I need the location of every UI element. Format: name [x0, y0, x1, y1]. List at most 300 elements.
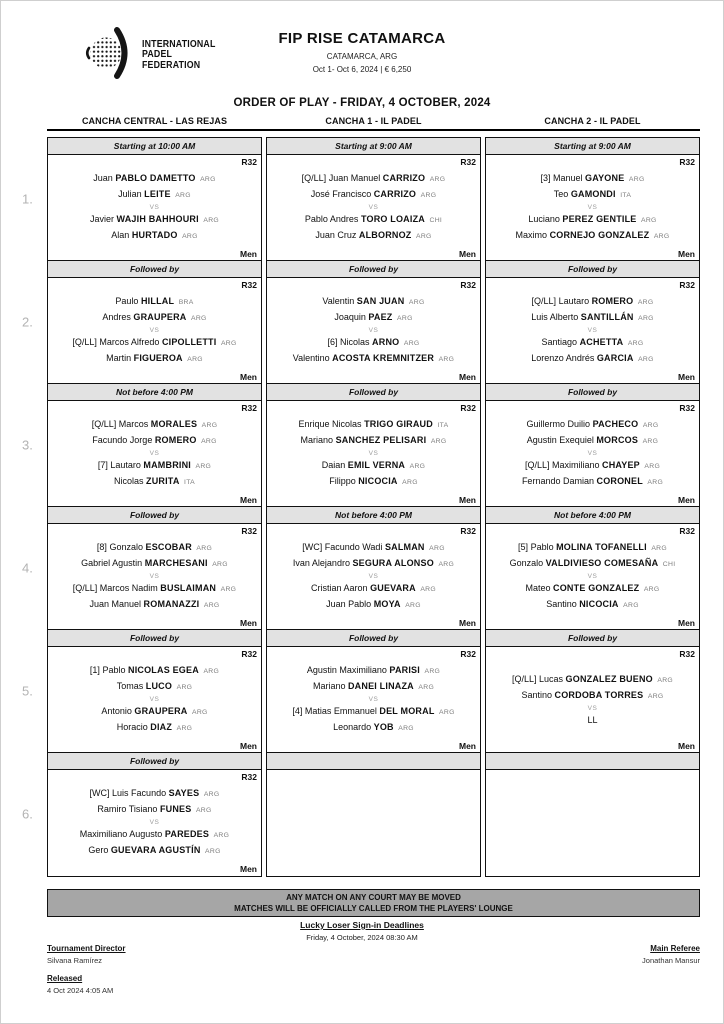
player-first-name: Enrique Nicolas [298, 418, 362, 429]
country-code: ARG [647, 693, 664, 701]
player-first-name: Juan Cruz [315, 230, 357, 240]
seed-prefix: [Q/LL] [91, 418, 117, 429]
player-line [52, 581, 257, 598]
player-surname: ACOSTA KREMNITZER [332, 353, 435, 363]
player-line [52, 663, 257, 680]
country-code: CHI [662, 561, 676, 568]
country-code: ARG [408, 298, 425, 306]
country-code: ARG [176, 684, 193, 691]
country-code: ARG [191, 315, 207, 322]
match-box [47, 523, 262, 631]
player-first-name: Santino [546, 599, 577, 609]
teams-block [490, 659, 695, 741]
vs-label: VS [149, 695, 160, 703]
released-value: 4 Oct 2024 4:05 AM [47, 986, 114, 995]
country-code: ARG [627, 339, 644, 347]
player-first-name: Luis Alberto [531, 312, 579, 322]
player-surname: MOYA [373, 599, 401, 609]
tournament-location: CATAMARCA, ARG [326, 52, 398, 61]
player-first-name: Mariano [312, 681, 346, 691]
player-surname: SAN JUAN [356, 295, 405, 306]
player-first-name: Facundo Wadi [324, 541, 383, 552]
player-first-name: Gonzalo [109, 541, 143, 552]
signature-right [642, 944, 700, 965]
court-cell [47, 383, 262, 508]
gender-label: Men [459, 494, 476, 505]
round-label: R32 [241, 525, 257, 536]
player-surname: SANTILLÁN [580, 312, 634, 322]
player-line [271, 212, 476, 229]
player-first-name: Valentino [292, 353, 330, 363]
gender-label: Men [240, 617, 257, 628]
player-line [271, 294, 476, 311]
country-code: ARG [403, 339, 420, 347]
country-code: ARG [429, 544, 445, 552]
player-first-name: Juan Pablo [326, 599, 372, 609]
main-referee-label: Main Referee [650, 944, 700, 953]
court-cell [485, 752, 700, 877]
match-box [47, 400, 262, 508]
player-line [271, 556, 476, 573]
round-label: R32 [679, 279, 695, 290]
teams-block [52, 290, 257, 372]
player-line [490, 540, 695, 557]
court-cell [266, 752, 481, 877]
player-line [490, 458, 695, 475]
seed-prefix: [WC] [89, 787, 110, 798]
court-cell [485, 260, 700, 385]
country-code: ARG [416, 233, 432, 240]
player-surname: SANCHEZ PELISARI [335, 435, 427, 445]
country-code: ARG [192, 708, 208, 716]
player-surname: LEITE [144, 189, 171, 199]
country-code: ARG [405, 602, 421, 609]
player-first-name: Ivan Alejandro [292, 558, 350, 568]
player-line [52, 720, 257, 737]
player-first-name: Luis Facundo [112, 787, 167, 798]
country-code: ARG [187, 356, 203, 363]
seed-prefix: [Q/LL] [72, 336, 97, 347]
player-line [271, 458, 476, 475]
signature-left [47, 944, 126, 995]
player-surname: HURTADO [131, 230, 178, 240]
court-header-central: CANCHA CENTRAL - LAS REJAS [81, 116, 228, 126]
player-surname: VALDIVIESO COMESAÑA [545, 558, 659, 568]
player-line [52, 704, 257, 721]
round-label: R32 [679, 402, 695, 413]
player-line [271, 679, 476, 696]
player-line [490, 713, 695, 728]
match-row [22, 260, 700, 385]
player-first-name: Lucas [539, 673, 564, 684]
player-first-name: Luciano [528, 213, 560, 224]
player-first-name: Tomas [116, 681, 144, 691]
player-first-name: Paulo [115, 295, 139, 306]
player-first-name: Valentin [322, 295, 355, 306]
order-grid [22, 137, 700, 877]
gender-label: Men [459, 740, 476, 751]
player-line [271, 720, 476, 737]
teams-block [271, 167, 476, 249]
country-code: ARG [438, 561, 455, 568]
player-first-name: Juan [93, 172, 113, 183]
player-surname: CORONEL [596, 476, 643, 486]
player-surname: ROMERO [591, 295, 634, 306]
player-surname: SAYES [168, 787, 200, 798]
player-surname: ARNO [372, 336, 400, 347]
country-code: ARG [175, 192, 191, 199]
player-surname: GARCIA [596, 353, 634, 363]
player-first-name: Agustin Maximiliano [306, 664, 387, 675]
player-first-name: Teo [553, 189, 569, 199]
player-line [52, 597, 257, 614]
player-surname: PARISI [389, 664, 420, 675]
gender-label: Men [459, 371, 476, 382]
court-cell [47, 260, 262, 385]
player-surname: YOB [373, 722, 394, 732]
tournament-director-name: Silvana Ramírez [47, 956, 103, 965]
player-line [52, 212, 257, 229]
country-code: ARG [213, 831, 230, 839]
player-first-name: Agustin Exequiel [526, 435, 594, 445]
court-cell [266, 506, 481, 631]
seed-prefix: [4] [292, 705, 303, 716]
logo-line-2: PADEL [142, 49, 173, 61]
main-referee-name: Jonathan Mansur [642, 956, 700, 965]
teams-block [52, 536, 257, 618]
player-first-name: Facundo Jorge [92, 435, 153, 445]
player-surname: ACHETTA [579, 336, 624, 347]
player-surname: ZURITA [146, 476, 180, 486]
country-code: ARG [439, 708, 455, 716]
match-box [485, 277, 700, 385]
player-surname: GUEVARA [370, 582, 416, 593]
country-code: ARG [641, 216, 657, 224]
player-surname: HILLAL [140, 295, 175, 306]
schedule-bar: Followed by [47, 629, 262, 647]
player-surname: PABLO DAMETTO [115, 172, 196, 183]
player-surname: CORDOBA TORRES [554, 690, 644, 701]
match-box [47, 769, 262, 877]
country-code: ARG [220, 585, 237, 593]
seed-prefix: [Q/LL] [511, 673, 537, 684]
schedule-bar: Not before 4:00 PM [485, 506, 700, 524]
seed-prefix: [8] [96, 541, 107, 552]
player-line [52, 335, 257, 352]
country-code: ARG [176, 725, 193, 732]
country-code: ARG [196, 544, 213, 552]
court-cell [485, 137, 700, 262]
schedule-bar: Starting at 9:00 AM [266, 137, 481, 155]
country-code: ARG [203, 602, 220, 609]
gender-label: Men [240, 740, 257, 751]
player-first-name: Andres [102, 312, 131, 322]
country-code: ARG [657, 676, 674, 684]
order-of-play-title: ORDER OF PLAY - FRIDAY, 4 OCTOBER, 2024 [233, 97, 491, 109]
player-surname: MORALES [150, 418, 198, 429]
player-surname: TRIGO GIRAUD [364, 418, 433, 429]
player-line [490, 672, 695, 689]
schedule-bar: Followed by [485, 383, 700, 401]
player-first-name: Mateo [525, 582, 551, 593]
player-surname: MARCHESANI [144, 558, 208, 568]
player-surname: MORCOS [596, 435, 639, 445]
match-row [22, 383, 700, 508]
player-line [52, 294, 257, 311]
country-code: BRA [178, 298, 194, 306]
schedule-bar: Followed by [47, 260, 262, 278]
country-code: ARG [420, 192, 437, 199]
player-line [52, 827, 257, 844]
notice-banner [47, 889, 700, 917]
player-placeholder: LL [587, 714, 598, 725]
player-line [52, 310, 257, 327]
player-line [271, 474, 476, 491]
player-line [271, 433, 476, 450]
country-code: ARG [397, 315, 413, 322]
schedule-bar: Starting at 9:00 AM [485, 137, 700, 155]
empty-match-box [266, 769, 481, 877]
country-code: ARG [201, 421, 218, 429]
player-surname: TORO LOAIZA [360, 213, 425, 224]
player-line [52, 474, 257, 491]
country-code: ARG [438, 356, 455, 363]
lucky-loser-title: Lucky Loser Sign-in Deadlines [300, 920, 424, 930]
player-first-name: Joaquin [334, 312, 366, 322]
schedule-bar: Starting at 10:00 AM [47, 137, 262, 155]
schedule-bar: Followed by [266, 260, 481, 278]
player-surname: NICOCIA [579, 599, 619, 609]
player-first-name: Horacio [116, 722, 148, 732]
gender-label: Men [459, 617, 476, 628]
gender-label: Men [678, 494, 695, 505]
player-first-name: Gabriel Agustin [81, 558, 143, 568]
player-line [52, 228, 257, 245]
player-surname: GAYONE [585, 172, 625, 183]
court-cell [266, 629, 481, 754]
court-cell [47, 137, 262, 262]
player-surname: ESCOBAR [145, 541, 192, 552]
schedule-bar: Not before 4:00 PM [47, 383, 262, 401]
player-first-name: Lorenzo Andrés [531, 353, 595, 363]
player-line [271, 228, 476, 245]
country-code: ARG [642, 421, 659, 429]
player-surname: CARRIZO [382, 172, 426, 183]
court-cell [485, 383, 700, 508]
match-row [22, 752, 700, 877]
player-line [52, 433, 257, 450]
player-first-name: Gero [88, 845, 109, 855]
vs-label: VS [587, 572, 598, 580]
round-label: R32 [241, 279, 257, 290]
player-surname: SEGURA ALONSO [352, 558, 434, 568]
player-surname: ALBORNOZ [358, 230, 412, 240]
player-line [52, 786, 257, 803]
player-line [271, 704, 476, 721]
player-surname: PACHECO [592, 418, 639, 429]
player-surname: DANEI LINAZA [347, 681, 414, 691]
country-code: ARG [418, 684, 435, 691]
seed-prefix: [5] [518, 541, 529, 552]
row-number: 3. [22, 437, 33, 453]
player-first-name: Maximo [515, 230, 548, 240]
player-line [52, 843, 257, 860]
player-first-name: Cristian Aaron [311, 582, 368, 593]
gender-label: Men [240, 494, 257, 505]
vs-label: VS [587, 203, 598, 211]
player-surname: GUEVARA AGUSTÍN [110, 845, 201, 855]
empty-match-box [485, 769, 700, 877]
schedule-bar: Followed by [266, 629, 481, 647]
player-first-name: Maximiliano Augusto [79, 828, 163, 839]
seed-prefix: [3] [540, 172, 551, 183]
country-code: ARG [637, 298, 654, 306]
seed-prefix: [WC] [302, 541, 323, 552]
seed-prefix: [1] [89, 664, 100, 675]
round-label: R32 [460, 525, 476, 536]
country-code: ARG [203, 667, 220, 675]
country-code: ARG [195, 807, 212, 814]
player-first-name: Lautaro [558, 295, 590, 306]
gender-label: Men [678, 740, 695, 751]
player-line [271, 417, 476, 434]
player-surname: PAREDES [164, 828, 210, 839]
player-first-name: Gonzalo [509, 558, 544, 568]
logo-line-1: INTERNATIONAL [142, 38, 216, 50]
vs-label: VS [368, 572, 379, 580]
country-code: ARG [420, 585, 436, 593]
player-line [271, 663, 476, 680]
round-label: R32 [679, 156, 695, 167]
teams-block [52, 167, 257, 249]
player-line [271, 335, 476, 352]
player-line [52, 187, 257, 204]
vs-label: VS [149, 818, 160, 826]
player-line [490, 597, 695, 614]
country-code: ITA [184, 479, 196, 486]
match-box [485, 154, 700, 262]
player-surname: GONZALEZ BUENO [565, 673, 653, 684]
vs-label: VS [149, 449, 160, 457]
vs-label: VS [149, 572, 160, 580]
player-first-name: Santiago [541, 336, 578, 347]
vs-label: VS [368, 695, 379, 703]
match-box [485, 400, 700, 508]
court-headers [47, 116, 700, 131]
player-surname: PEREZ GENTILE [562, 213, 637, 224]
player-surname: ROMERO [154, 435, 197, 445]
player-first-name: Marcos Alfredo [99, 336, 160, 347]
country-code: ARG [644, 462, 661, 470]
court-cell [485, 629, 700, 754]
country-code: ARG [429, 175, 446, 183]
match-box [266, 277, 481, 385]
seed-prefix: [Q/LL] [72, 582, 98, 593]
player-first-name: Pablo [530, 541, 554, 552]
vs-label: VS [587, 704, 598, 712]
round-label: R32 [241, 402, 257, 413]
notice-line-1: ANY MATCH ON ANY COURT MAY BE MOVED [286, 893, 461, 902]
match-box [266, 523, 481, 631]
court-cell [47, 506, 262, 631]
player-first-name: Ramiro Tisiano [97, 804, 158, 814]
player-first-name: Marcos Nadim [99, 582, 158, 593]
round-label: R32 [241, 771, 257, 782]
logo-line-3: FEDERATION [142, 59, 201, 71]
player-line [271, 540, 476, 557]
notice-line-2: MATCHES WILL BE OFFICIALLY CALLED FROM THE PLAYERS' LOUNGE [234, 904, 513, 913]
player-line [52, 417, 257, 434]
vs-label: VS [149, 203, 160, 211]
country-code: CHI [429, 216, 443, 224]
player-surname: LUCO [145, 681, 173, 691]
teams-block [490, 167, 695, 249]
vs-label: VS [149, 326, 160, 334]
schedule-bar [266, 752, 481, 770]
player-surname: GAMONDI [570, 189, 616, 199]
player-surname: DIAZ [150, 722, 173, 732]
gender-label: Men [240, 863, 257, 874]
seed-prefix: [6] [327, 336, 338, 347]
country-code: ARG [402, 479, 418, 486]
seed-prefix: [7] [97, 459, 108, 470]
tournament-title: FIP RISE CATAMARCA [278, 30, 446, 47]
player-line [490, 294, 695, 311]
match-box [266, 154, 481, 262]
player-first-name: Fernando Damian [521, 476, 594, 486]
country-code: ARG [638, 315, 654, 322]
player-line [490, 171, 695, 188]
country-code: ARG [638, 356, 654, 363]
teams-block [52, 782, 257, 864]
vs-label: VS [587, 326, 598, 334]
player-surname: EMIL VERNA [347, 459, 406, 470]
court-header-2: CANCHA 2 - IL PADEL [544, 116, 641, 126]
country-code: ARG [220, 339, 237, 347]
teams-block [271, 290, 476, 372]
round-label: R32 [460, 279, 476, 290]
country-code: ARG [195, 462, 212, 470]
player-line [490, 556, 695, 573]
player-line [490, 581, 695, 598]
player-line [490, 212, 695, 229]
schedule-bar: Followed by [485, 260, 700, 278]
match-box [47, 277, 262, 385]
country-code: ARG [201, 438, 217, 445]
round-label: R32 [241, 648, 257, 659]
player-first-name: Pablo Andres [304, 213, 359, 224]
row-number: 4. [22, 560, 33, 576]
round-label: R32 [679, 525, 695, 536]
round-label: R32 [460, 156, 476, 167]
row-number: 2. [22, 314, 33, 330]
player-line [490, 417, 695, 434]
player-line [271, 171, 476, 188]
schedule-bar: Not before 4:00 PM [266, 506, 481, 524]
player-line [490, 335, 695, 352]
player-surname: CIPOLLETTI [161, 336, 217, 347]
player-line [52, 802, 257, 819]
tournament-dates: Oct 1- Oct 6, 2024 | € 6,250 [312, 65, 412, 74]
round-label: R32 [241, 156, 257, 167]
country-code: ARG [200, 175, 216, 183]
player-first-name: Pablo [102, 664, 126, 675]
player-first-name: Maximiliano [551, 459, 600, 470]
seed-prefix: [Q/LL] [531, 295, 557, 306]
player-line [490, 310, 695, 327]
player-first-name: Marcos [118, 418, 149, 429]
player-surname: GRAUPERA [134, 705, 188, 716]
